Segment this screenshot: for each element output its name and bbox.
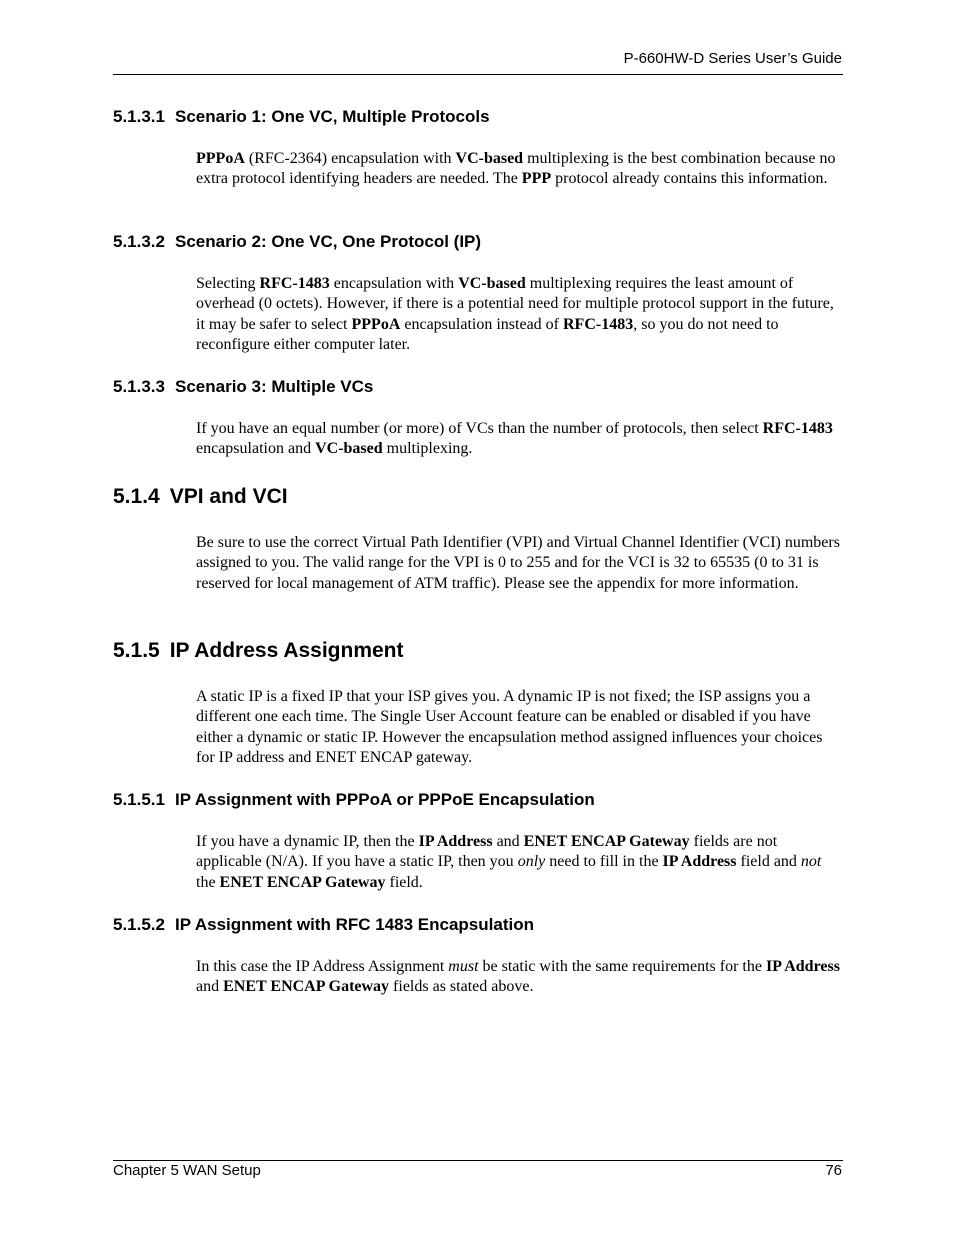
- paragraph-vpi-vci: Be sure to use the correct Virtual Path Identifier (VPI) and Virtual Channel Identifier (VCI) numbers assigned to you. The valid range for the VPI is 0 to 255 and for the VCI is 32 to 65535 (0 to 31 is reserved for local management of ATM traffic). Please see the appendix for more information.: [196, 534, 840, 592]
- paragraph-ip-address-assignment: A static IP is a fixed IP that your ISP gives you. A dynamic IP is not fixed; the ISP assigns you a different one each time. The Single User Account feature can be enabled or disabled if you have either a dynamic or static IP. However the encapsulation method assigned influences your choices for IP address and ENET ENCAP gateway.: [196, 688, 823, 767]
- section-heading-5-1-5-2: 5.1.5.2 IP Assignment with RFC 1483 Encapsulation: [113, 915, 534, 934]
- section-heading-5-1-5: 5.1.5 IP Address Assignment: [113, 639, 404, 662]
- paragraph-scenario-2: Selecting RFC-1483 encapsulation with VC-based multiplexing requires the least amount of overhead (0 octets). However, if there is a potential need for multiple protocol support in the future, it may be safer to select PPPoA encapsulation instead of RFC-1483, so you do not need to reconfigure either computer later.: [196, 275, 834, 354]
- header-rule: [113, 74, 843, 75]
- footer-rule: [113, 1160, 843, 1161]
- paragraph-scenario-1: PPPoA (RFC-2364) encapsulation with VC-based multiplexing is the best combination because no extra protocol identifying headers are needed. The PPP protocol already contains this information.: [196, 150, 836, 188]
- section-heading-5-1-3-1: 5.1.3.1 Scenario 1: One VC, Multiple Protocols: [113, 107, 490, 126]
- paragraph-pppoa-pppoe: If you have a dynamic IP, then the IP Address and ENET ENCAP Gateway fields are not applicable (N/A). If you have a static IP, then you only need to fill in the IP Address field and not the ENET ENCAP Gateway field.: [196, 833, 822, 891]
- page-number: 76: [825, 1162, 842, 1179]
- paragraph-rfc-1483: In this case the IP Address Assignment must be static with the same requirements for the IP Address and ENET ENCAP Gateway fields as stated above.: [196, 958, 840, 996]
- footer-chapter: Chapter 5 WAN Setup: [113, 1162, 261, 1179]
- running-header: P-660HW-D Series User’s Guide: [623, 50, 842, 67]
- section-heading-5-1-3-2: 5.1.3.2 Scenario 2: One VC, One Protocol (IP): [113, 232, 482, 251]
- section-heading-5-1-4: 5.1.4 VPI and VCI: [113, 485, 288, 508]
- section-heading-5-1-5-1: 5.1.5.1 IP Assignment with PPPoA or PPPoE Encapsulation: [113, 790, 595, 809]
- section-heading-5-1-3-3: 5.1.3.3 Scenario 3: Multiple VCs: [113, 377, 374, 396]
- paragraph-scenario-3: If you have an equal number (or more) of VCs than the number of protocols, then select RFC-1483 encapsulation and VC-based multiplexing.: [196, 420, 833, 458]
